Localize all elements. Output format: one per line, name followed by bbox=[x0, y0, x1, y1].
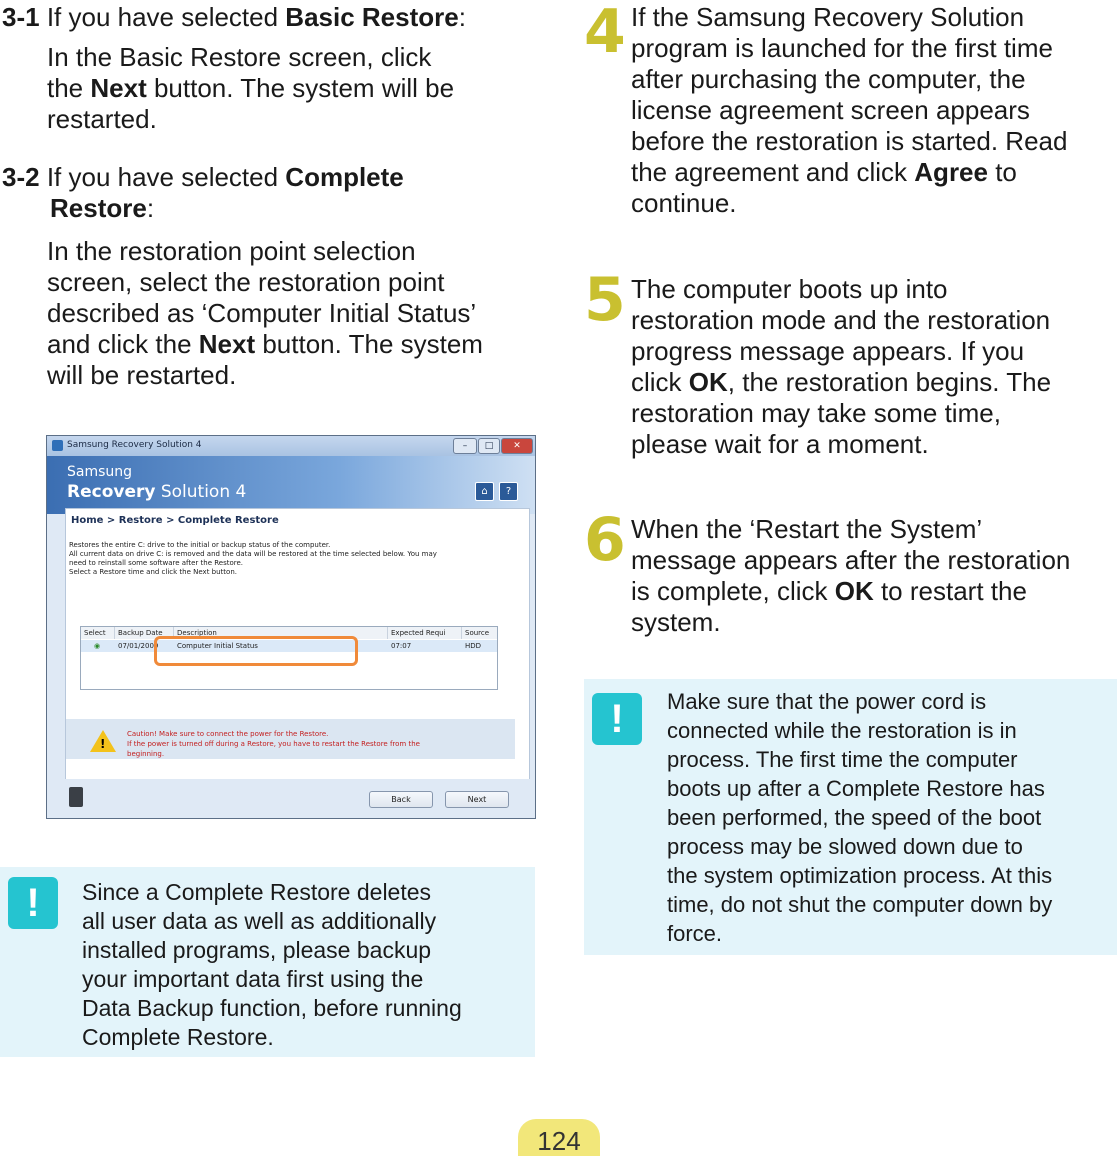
source-cell: HDD bbox=[465, 642, 482, 650]
note-line: Complete Restore. bbox=[82, 1024, 274, 1050]
step-3-1-line: In the Basic Restore screen, click bbox=[47, 42, 432, 72]
step-5-line: restoration may take some time, bbox=[631, 398, 1001, 428]
step-5-line: The computer boots up into bbox=[631, 274, 948, 304]
caution-note-text bbox=[82, 878, 532, 1052]
step-3-1-line: restarted. bbox=[47, 104, 157, 134]
step-5-line: restoration mode and the restoration bbox=[631, 305, 1051, 335]
backup-date-cell: 07/01/2009 bbox=[118, 642, 159, 650]
step-4-line: continue. bbox=[631, 188, 737, 218]
select-radio[interactable]: ◉ bbox=[94, 642, 101, 650]
step-6-line: When the ‘Restart the System’ bbox=[631, 514, 983, 544]
app-content bbox=[65, 508, 530, 780]
step-4-text bbox=[631, 2, 1117, 219]
power-warning bbox=[66, 719, 515, 759]
expected-time-cell: 07:07 bbox=[391, 642, 412, 650]
text-run: the bbox=[47, 73, 91, 103]
basic-restore-label: Basic Restore bbox=[285, 2, 459, 32]
app-icon bbox=[52, 440, 63, 451]
note-line: process. The first time the computer bbox=[667, 747, 1018, 772]
step-3-2-intro: If you have selected bbox=[46, 162, 286, 192]
page-number: 124 bbox=[518, 1119, 600, 1156]
device-icon bbox=[69, 787, 83, 807]
step-4-line: If the Samsung Recovery Solution bbox=[631, 2, 1025, 32]
caution-note-text bbox=[667, 687, 1115, 948]
back-button[interactable]: Back bbox=[369, 791, 433, 808]
step-5-number: 5 bbox=[584, 265, 626, 335]
maximize-button[interactable]: □ bbox=[478, 438, 500, 454]
step-5-line: progress message appears. If you bbox=[631, 336, 1025, 366]
app-header bbox=[47, 456, 535, 514]
minimize-button[interactable]: – bbox=[453, 438, 477, 454]
text-run: the agreement and click bbox=[631, 157, 915, 187]
warning-line: Caution! Make sure to connect the power for the Restore. bbox=[127, 730, 329, 738]
column-header[interactable]: Select bbox=[81, 627, 115, 639]
warning-line: beginning. bbox=[127, 750, 165, 758]
step-3-1-number: 3-1 bbox=[2, 2, 40, 32]
text-run: to restart the bbox=[873, 576, 1027, 606]
description-line: Select a Restore time and click the Next button. bbox=[69, 568, 237, 576]
step-6-line: system. bbox=[631, 607, 721, 637]
note-line: time, do not shut the computer down by bbox=[667, 892, 1053, 917]
caution-icon: ! bbox=[592, 693, 642, 745]
step-3-2-heading bbox=[2, 162, 522, 224]
step-3-1-heading bbox=[2, 2, 466, 33]
step-3-1-colon: : bbox=[458, 2, 466, 32]
description-line: need to reinstall some software after the Restore. bbox=[69, 559, 244, 567]
complete-label: Complete bbox=[285, 162, 404, 192]
step-3-2-number: 3-2 bbox=[2, 162, 40, 192]
description-line: All current data on drive C: is removed and the data will be restored at the time selected below. You may bbox=[69, 550, 437, 558]
note-line: process may be slowed down due to bbox=[667, 834, 1023, 859]
selection-highlight bbox=[154, 636, 358, 666]
step-3-2-line: screen, select the restoration point bbox=[47, 267, 445, 297]
window-titlebar bbox=[47, 436, 535, 456]
caution-icon: ! bbox=[8, 877, 58, 929]
text-run: button. The system will be bbox=[146, 73, 455, 103]
column-header[interactable]: Expected Requi bbox=[388, 627, 462, 639]
next-label: Next bbox=[90, 73, 147, 103]
step-4-number: 4 bbox=[584, 0, 626, 67]
step-3-2-colon: : bbox=[146, 193, 155, 223]
text-run: , the restoration begins. The bbox=[727, 367, 1052, 397]
step-6-number: 6 bbox=[584, 505, 626, 575]
ok-label: OK bbox=[688, 367, 728, 397]
description-line: Restores the entire C: drive to the initial or backup status of the computer. bbox=[69, 541, 331, 549]
text-run: button. The system bbox=[255, 329, 483, 359]
note-line: connected while the restoration is in bbox=[667, 718, 1017, 743]
note-line: force. bbox=[667, 921, 723, 946]
note-line: Data Backup function, before running bbox=[82, 995, 462, 1021]
caution-note-left bbox=[0, 867, 535, 1057]
text-run: to bbox=[987, 157, 1017, 187]
column-header[interactable]: Backup Date bbox=[115, 627, 174, 639]
next-label: Next bbox=[198, 329, 256, 359]
warning-text bbox=[127, 729, 497, 759]
window-title: Samsung Recovery Solution 4 bbox=[67, 440, 202, 450]
text-run: and click the bbox=[47, 329, 199, 359]
step-6-line: message appears after the restoration bbox=[631, 545, 1071, 575]
step-4-line: license agreement screen appears bbox=[631, 95, 1030, 125]
restore-description bbox=[69, 541, 509, 577]
brand-solution: Solution 4 bbox=[155, 482, 247, 502]
step-6-line bbox=[631, 576, 1117, 607]
column-header[interactable]: Description bbox=[174, 627, 388, 639]
column-header[interactable]: Source bbox=[462, 627, 497, 639]
step-5-line bbox=[631, 367, 1117, 398]
step-3-2-line: described as ‘Computer Initial Status’ bbox=[47, 298, 477, 328]
step-3-1-intro: If you have selected bbox=[46, 2, 286, 32]
agree-label: Agree bbox=[914, 157, 988, 187]
caution-note-right bbox=[584, 679, 1117, 955]
next-button[interactable]: Next bbox=[445, 791, 509, 808]
text-run: click bbox=[631, 367, 689, 397]
step-3-1-body bbox=[47, 42, 527, 135]
step-4-line: program is launched for the first time bbox=[631, 33, 1053, 63]
warning-line: If the power is turned off during a Restore, you have to restart the Restore from the bbox=[127, 740, 420, 748]
step-3-1-line bbox=[47, 73, 527, 104]
description-cell: Computer Initial Status bbox=[177, 642, 258, 650]
note-line: your important data first using the bbox=[82, 966, 424, 992]
window-footer bbox=[47, 779, 535, 818]
step-3-2-line: In the restoration point selection bbox=[47, 236, 416, 266]
breadcrumb: Home > Restore > Complete Restore bbox=[71, 515, 279, 526]
step-4-line: after purchasing the computer, the bbox=[631, 64, 1026, 94]
close-button[interactable]: ✕ bbox=[501, 438, 533, 454]
brand-product bbox=[67, 482, 246, 502]
note-line: Make sure that the power cord is bbox=[667, 689, 987, 714]
step-5-text bbox=[631, 274, 1117, 460]
note-line: installed programs, please backup bbox=[82, 937, 432, 963]
ok-label: OK bbox=[834, 576, 874, 606]
restore-label: Restore bbox=[50, 193, 147, 223]
home-icon[interactable]: ⌂ bbox=[475, 482, 494, 501]
note-line: boots up after a Complete Restore has bbox=[667, 776, 1045, 801]
brand-recovery: Recovery bbox=[67, 482, 156, 502]
step-3-2-line: will be restarted. bbox=[47, 360, 237, 390]
note-line: all user data as well as additionally bbox=[82, 908, 437, 934]
warning-mark-icon: ! bbox=[100, 737, 106, 751]
text-run: is complete, click bbox=[631, 576, 835, 606]
step-5-line: please wait for a moment. bbox=[631, 429, 929, 459]
step-4-line: before the restoration is started. Read bbox=[631, 126, 1068, 156]
recovery-solution-screenshot bbox=[46, 435, 536, 819]
step-3-2-heading-line2 bbox=[2, 193, 522, 224]
step-4-line bbox=[631, 157, 1117, 188]
note-line: Since a Complete Restore deletes bbox=[82, 879, 432, 905]
help-icon[interactable]: ? bbox=[499, 482, 518, 501]
step-6-text bbox=[631, 514, 1117, 638]
step-3-2-body bbox=[47, 236, 537, 391]
brand-samsung: Samsung bbox=[67, 464, 133, 480]
note-line: been performed, the speed of the boot bbox=[667, 805, 1042, 830]
step-3-2-line bbox=[47, 329, 537, 360]
note-line: the system optimization process. At this bbox=[667, 863, 1053, 888]
